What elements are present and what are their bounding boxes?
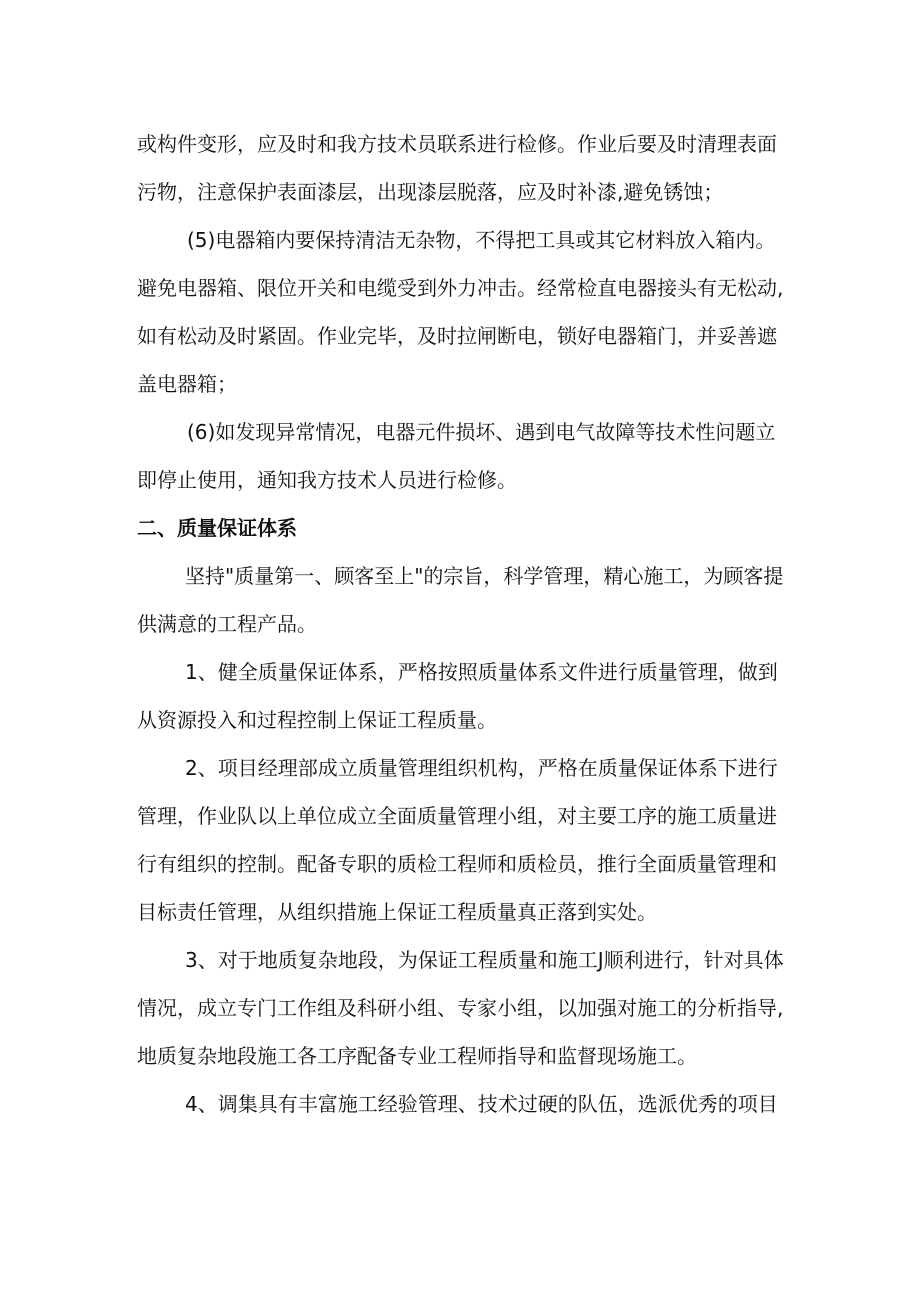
text-line: 从资源投入和过程控制上保证工程质量。 <box>137 708 497 732</box>
paragraph-item-6-abnormal <box>137 408 787 504</box>
text-line: 目标责任管理，从组织措施上保证工程质量真正落到实处。 <box>137 900 657 924</box>
text-line: 3、对于地质复杂地段，为保证工程质量和施工J顺利进行，针对具体 <box>185 948 784 972</box>
paragraph-item-1 <box>137 648 787 744</box>
paragraph-item-4 <box>137 1080 787 1128</box>
text-line: 坚持"质量第一、顾客至上"的宗旨，科学管理，精心施工，为顾客提 <box>185 564 784 588</box>
text-line: (5)电器箱内要保持清洁无杂物，不得把工具或其它材料放入箱内。 <box>187 228 776 252</box>
text-line: 污物，注意保护表面漆层，出现漆层脱落，应及时补漆,避免锈蚀； <box>137 180 724 204</box>
text-line: 4、调集具有丰富施工经验管理、技术过硬的队伍，选派优秀的项目 <box>185 1092 778 1116</box>
text-line: 管理，作业队以上单位成立全面质量管理小组，对主要工序的施工质量进 <box>137 804 777 828</box>
text-line: 行有组织的控制。配备专职的质检工程师和质检员，推行全面质量管理和 <box>137 852 777 876</box>
text-line: 地质复杂地段施工各工序配备专业工程师指导和监督现场施工。 <box>137 1044 697 1068</box>
document-body <box>137 120 787 1128</box>
paragraph-item-2 <box>137 744 787 936</box>
text-line: 供满意的工程产品。 <box>137 612 317 636</box>
section-heading <box>137 504 787 552</box>
text-line: 或构件变形，应及时和我方技术员联系进行检修。作业后要及时清理表面 <box>137 132 777 156</box>
paragraph-item-3 <box>137 936 787 1080</box>
text-line: 即停止使用，通知我方技术人员进行检修。 <box>137 468 517 492</box>
paragraph-item-5-electrical-box <box>137 216 787 408</box>
text-line: 情况，成立专门工作组及科研小组、专家小组，以加强对施工的分析指导, <box>137 996 784 1020</box>
section-heading-text: 二、质量保证体系 <box>137 516 297 540</box>
text-line: (6)如发现异常情况，电器元件损坏、遇到电气故障等技术性问题立 <box>187 420 776 444</box>
text-line: 1、健全质量保证体系，严格按照质量体系文件进行质量管理，做到 <box>185 660 778 684</box>
paragraph-quality-principle <box>137 552 787 648</box>
text-line: 避免电器箱、限位开关和电缆受到外力冲击。经常检直电器接头有无松动, <box>137 276 784 300</box>
text-line: 盖电器箱； <box>137 372 237 396</box>
text-line: 如有松动及时紧固。作业完毕，及时拉闸断电，锁好电器箱门，并妥善遮 <box>137 324 777 348</box>
paragraph-maintenance-cleaning <box>137 120 787 216</box>
text-line: 2、项目经理部成立质量管理组织机构，严格在质量保证体系下进行 <box>185 756 778 780</box>
